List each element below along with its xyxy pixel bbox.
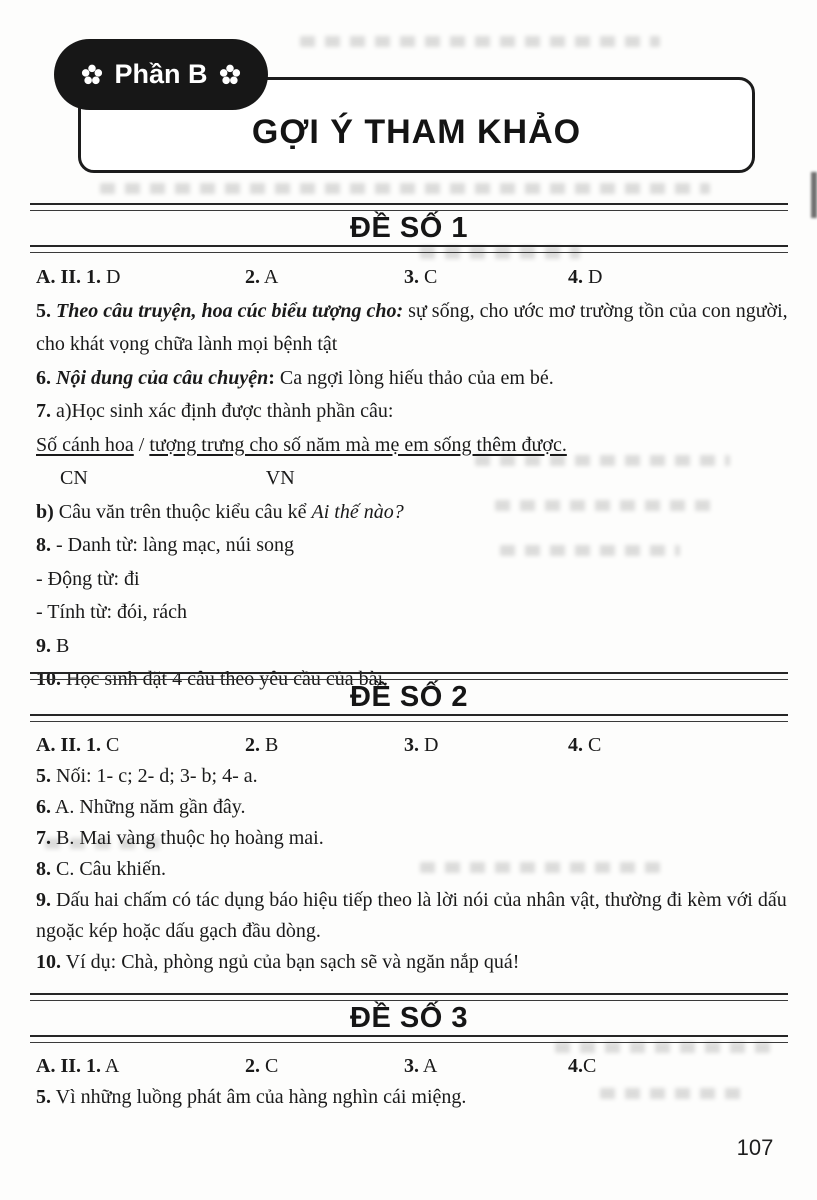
answer-value: C bbox=[419, 266, 438, 288]
section-body bbox=[36, 253, 793, 697]
answer-label: 2. bbox=[245, 734, 260, 756]
answer-value: C bbox=[260, 1055, 279, 1077]
answer-cell bbox=[245, 1051, 404, 1082]
page-title: GỢI Ý THAM KHẢO bbox=[251, 112, 582, 151]
answer-value: C bbox=[101, 734, 120, 756]
text-segment: tượng trưng cho số năm mà mẹ em sống thêm được. bbox=[149, 433, 567, 456]
answer-label: 3. bbox=[404, 266, 419, 288]
answer-cell bbox=[404, 1051, 568, 1082]
section-heading: ĐỀ SỐ 3 bbox=[350, 1002, 468, 1034]
answer-value: B bbox=[260, 734, 279, 756]
text-segment: 6. bbox=[36, 366, 56, 389]
answer-label: 4. bbox=[568, 266, 583, 288]
text-segment: Nối: 1- c; 2- d; 3- b; 4- a. bbox=[51, 765, 258, 787]
text-line bbox=[36, 362, 788, 396]
page-number: 107 bbox=[736, 1135, 774, 1160]
text-segment: 9. bbox=[36, 634, 51, 657]
divider-rule bbox=[30, 714, 788, 722]
text-line bbox=[36, 596, 788, 630]
divider-rule bbox=[30, 203, 788, 211]
text-segment: Ca ngợi lòng hiếu thảo của em bé. bbox=[274, 366, 554, 389]
grammar-role-labels bbox=[36, 462, 788, 496]
answer-label: 3. bbox=[404, 734, 419, 756]
grammar-role-label: VN bbox=[265, 467, 295, 489]
text-segment: 8. bbox=[36, 534, 51, 556]
answer-section bbox=[30, 672, 792, 978]
answer-value: C bbox=[583, 1055, 597, 1077]
text-segment: Nội dung của câu chuyện bbox=[56, 366, 269, 389]
divider-rule bbox=[30, 993, 788, 1001]
answer-cell bbox=[568, 261, 602, 295]
answer-value: D bbox=[419, 734, 439, 756]
text-segment: Ai thế nào? bbox=[311, 500, 404, 523]
answer-label: 2. bbox=[245, 1055, 260, 1077]
answers-row bbox=[36, 1051, 788, 1082]
text-segment: Câu văn trên thuộc kiểu câu kể bbox=[53, 500, 312, 523]
grammar-role-label: CN bbox=[60, 467, 88, 489]
answer-cell bbox=[36, 1051, 245, 1082]
answer-value: A bbox=[101, 1055, 120, 1077]
answer-cell bbox=[404, 261, 568, 295]
text-line bbox=[36, 563, 788, 597]
section-heading: ĐỀ SỐ 1 bbox=[350, 212, 468, 244]
text-line bbox=[36, 395, 788, 429]
flower-icon bbox=[219, 64, 241, 86]
text-segment: : bbox=[268, 366, 275, 389]
divider-rule bbox=[30, 672, 788, 680]
part-b-badge bbox=[54, 39, 268, 110]
text-segment: 10. bbox=[36, 668, 61, 690]
text-segment: 7. bbox=[36, 400, 56, 422]
text-segment: Theo câu truyện, hoa cúc biểu tượng cho: bbox=[56, 299, 404, 322]
text-segment: C. Câu khiến. bbox=[51, 858, 166, 880]
answer-cell bbox=[245, 730, 404, 761]
answer-cell bbox=[568, 1051, 596, 1082]
text-line bbox=[36, 947, 788, 978]
text-segment: Học sinh đặt 4 câu theo yêu cầu của bài. bbox=[61, 668, 389, 690]
answer-cell bbox=[404, 730, 568, 761]
text-line bbox=[36, 885, 792, 947]
text-segment: B bbox=[51, 634, 70, 657]
text-segment: 7. bbox=[36, 827, 51, 849]
text-segment: 8. bbox=[36, 858, 51, 880]
section-body bbox=[36, 722, 792, 978]
divider-rule bbox=[30, 245, 788, 253]
answers-row bbox=[36, 730, 788, 761]
text-segment: A. Những năm gần đây. bbox=[51, 796, 246, 818]
text-segment: / bbox=[133, 433, 150, 456]
answers-row bbox=[36, 261, 788, 295]
text-line bbox=[36, 529, 788, 563]
text-line bbox=[36, 792, 788, 823]
text-segment: 5. bbox=[36, 765, 51, 787]
answer-cell bbox=[36, 730, 245, 761]
answer-value: A bbox=[260, 266, 279, 288]
answer-cell bbox=[36, 261, 245, 295]
section-heading-band bbox=[30, 672, 788, 722]
answer-cell bbox=[568, 730, 601, 761]
text-segment: 5. bbox=[36, 299, 56, 322]
text-line bbox=[36, 295, 793, 362]
answer-label: 4. bbox=[568, 734, 583, 756]
text-segment: Dấu hai chấm có tác dụng báo hiệu tiếp theo là lời nói của nhân vật, thường đi kèm với dấu ngoặc kép hoặc dấu gạch đầu dòng. bbox=[36, 889, 792, 942]
text-segment: 10. bbox=[36, 951, 61, 973]
text-segment: 5. bbox=[36, 1086, 51, 1108]
text-segment: B. Mai vàng thuộc họ hoàng mai. bbox=[51, 827, 324, 849]
answer-value: C bbox=[583, 734, 602, 756]
text-segment: Vì những luồng phát âm của hàng nghìn cái miệng. bbox=[51, 1086, 467, 1108]
text-line bbox=[36, 761, 788, 792]
section-heading-band bbox=[30, 993, 788, 1043]
answer-value: A bbox=[419, 1055, 438, 1077]
text-segment: - Danh từ: làng mạc, núi song bbox=[51, 534, 295, 556]
page-edge-mark bbox=[811, 172, 817, 218]
part-b-label: Phần B bbox=[114, 59, 208, 89]
divider-rule bbox=[30, 1035, 788, 1043]
answer-label: A. II. 1. bbox=[36, 1055, 102, 1077]
answer-cell bbox=[245, 261, 404, 295]
text-segment: sự sống, cho ước mơ trường tồn của con người, cho khát vọng chữa lành mọi bệnh tật bbox=[36, 299, 793, 355]
answer-value: D bbox=[101, 266, 121, 288]
text-segment: 6. bbox=[36, 796, 51, 818]
text-line bbox=[36, 1082, 788, 1113]
text-segment: 9. bbox=[36, 889, 51, 911]
section-heading: ĐỀ SỐ 2 bbox=[350, 681, 468, 713]
text-line bbox=[36, 496, 788, 530]
answer-section bbox=[30, 993, 788, 1113]
text-line bbox=[36, 823, 788, 854]
text-segment: - Tính từ: đói, rách bbox=[36, 601, 187, 623]
answer-label: 2. bbox=[245, 266, 260, 288]
answer-label: A. II. 1. bbox=[36, 266, 102, 288]
bleed-through-artifact bbox=[100, 183, 710, 194]
answer-value: D bbox=[583, 266, 603, 288]
text-line bbox=[36, 630, 788, 664]
text-segment: a)Học sinh xác định được thành phần câu: bbox=[56, 400, 394, 422]
answer-label: 4. bbox=[568, 1055, 583, 1077]
text-line bbox=[36, 854, 788, 885]
answer-label: 3. bbox=[404, 1055, 419, 1077]
section-body bbox=[36, 1043, 788, 1113]
section-heading-band bbox=[30, 203, 788, 253]
text-segment: Ví dụ: Chà, phòng ngủ của bạn sạch sẽ và ngăn nắp quá! bbox=[61, 951, 520, 973]
text-segment: - Động từ: đi bbox=[36, 567, 140, 590]
answer-label: A. II. 1. bbox=[36, 734, 102, 756]
answer-section bbox=[30, 203, 793, 697]
text-line bbox=[36, 429, 788, 463]
text-segment: Số cánh hoa bbox=[36, 433, 134, 456]
flower-icon bbox=[81, 64, 103, 86]
bleed-through-artifact bbox=[300, 36, 660, 47]
text-segment: b) bbox=[36, 500, 54, 523]
